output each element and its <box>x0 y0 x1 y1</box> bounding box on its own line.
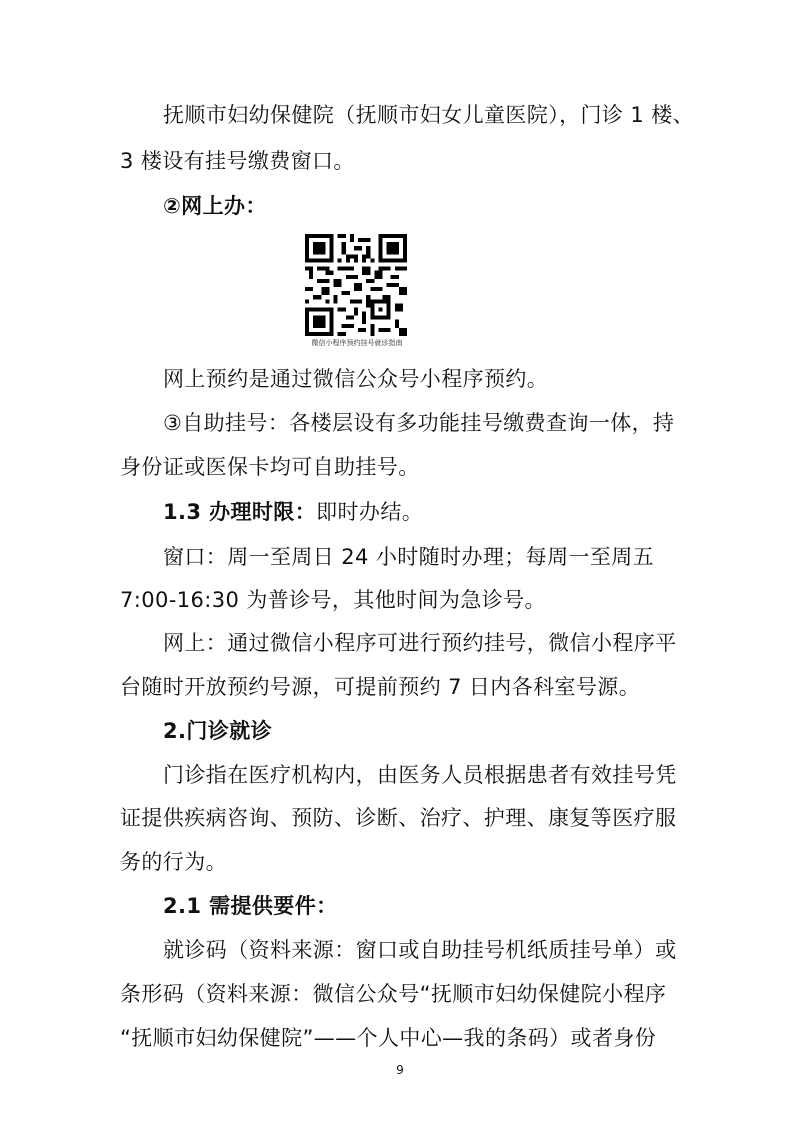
paragraph-line: 网上预约是通过微信公众号小程序预约。 <box>163 367 549 391</box>
paragraph-line: 就诊码（资料来源：窗口或自助挂号机纸质挂号单）或 <box>163 938 677 962</box>
paragraph-line <box>163 497 690 527</box>
section-heading: 2.1 需提供要件： <box>163 894 338 918</box>
paragraph-line: 抚顺市妇幼保健院（抚顺市妇女儿童医院），门诊 1 楼、 <box>163 103 695 127</box>
section-heading: 1.3 办理时限： <box>163 500 317 524</box>
paragraph-line: 门诊指在医疗机构内，由医务人员根据患者有效挂号凭 <box>163 763 677 787</box>
qr-code-icon <box>300 234 412 336</box>
paragraph-line: “抚顺市妇幼保健院”——个人中心—我的条码）或者身份 <box>120 1026 657 1050</box>
paragraph-line: 身份证或医保卡均可自助挂号。 <box>120 455 420 479</box>
paragraph-line: 证提供疾病咨询、预防、诊断、治疗、护理、康复等医疗服 <box>120 806 677 830</box>
qr-code-block <box>296 234 418 348</box>
paragraph-line: 窗口：周一至周日 24 小时随时办理；每周一至周五 <box>163 545 655 569</box>
qr-caption: 微信小程序预约挂号就诊指南 <box>311 339 403 347</box>
heading-value: 即时办结。 <box>316 500 424 524</box>
paragraph-line: 务的行为。 <box>120 850 227 874</box>
paragraph-line: 台随时开放预约号源，可提前预约 7 日内各科室号源。 <box>120 675 641 699</box>
paragraph-line: 3 楼设有挂号缴费窗口。 <box>120 149 355 173</box>
paragraph-line: ③自助挂号：各楼层设有多功能挂号缴费查询一体，持 <box>163 411 675 435</box>
paragraph-line: 7:00-16:30 为普诊号，其他时间为急诊号。 <box>120 588 546 612</box>
section-heading: ②网上办： <box>163 194 267 218</box>
page-number: 9 <box>396 1063 404 1077</box>
paragraph-line: 条形码（资料来源：微信公众号“抚顺市妇幼保健院小程序 <box>120 982 667 1006</box>
section-heading: 2.门诊就诊 <box>163 719 272 743</box>
paragraph-line: 网上：通过微信小程序可进行预约挂号，微信小程序平 <box>163 631 677 655</box>
